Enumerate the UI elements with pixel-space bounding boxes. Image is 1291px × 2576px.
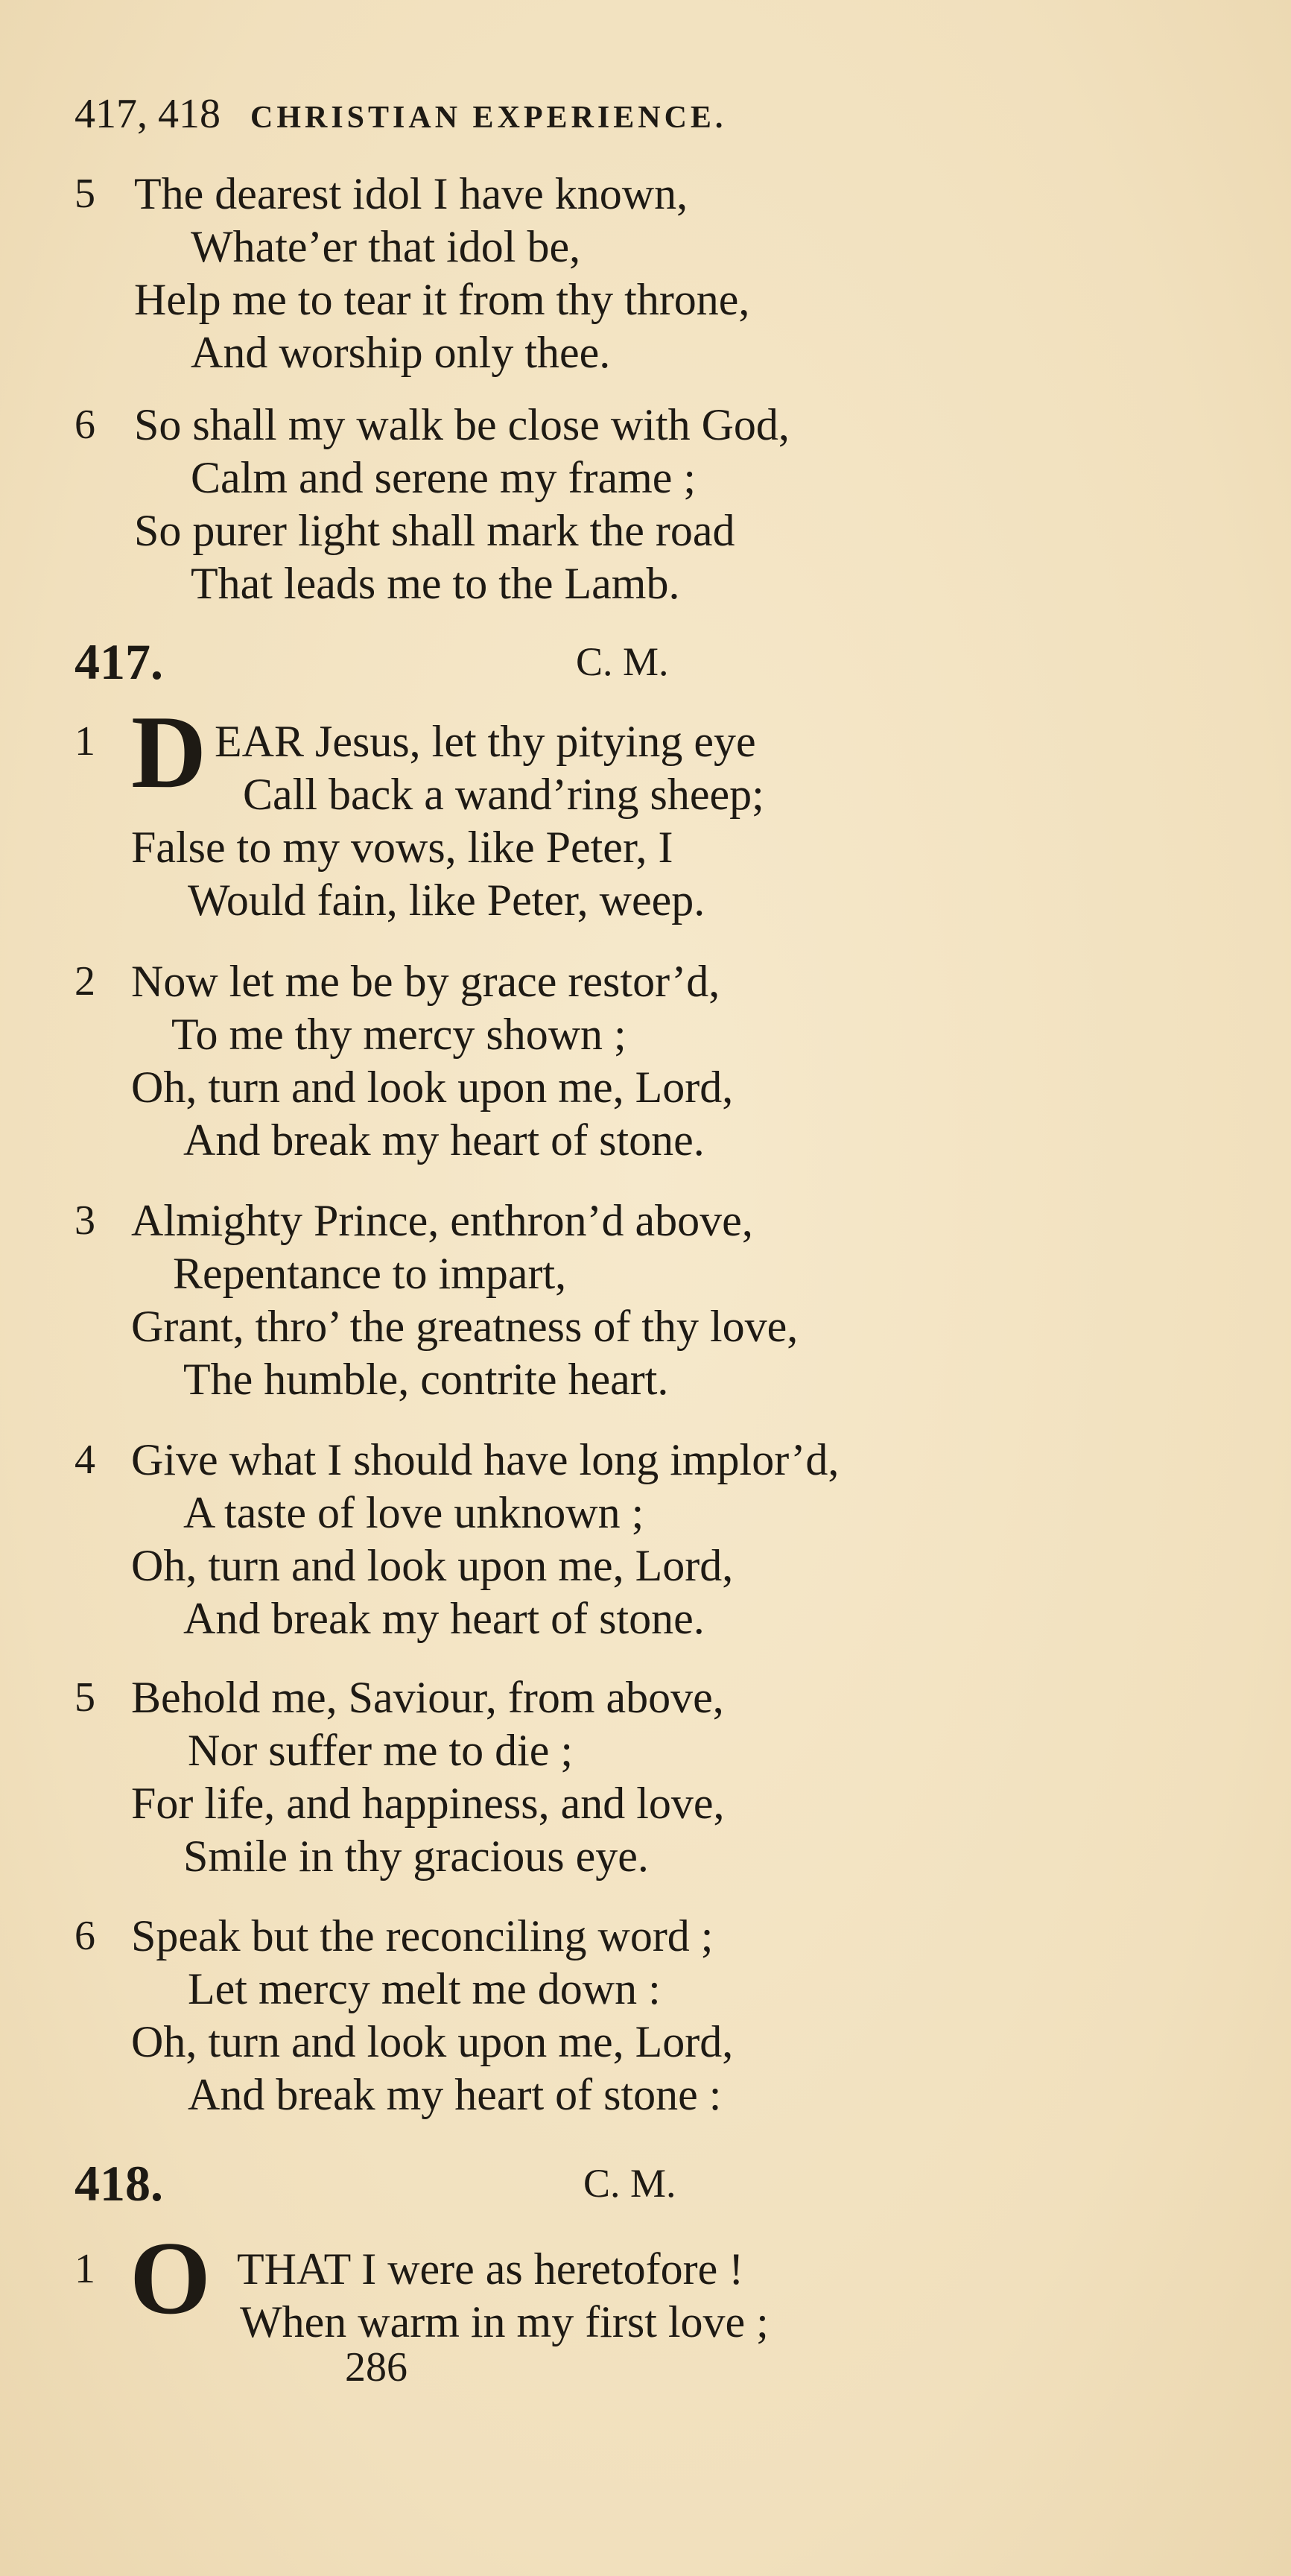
drop-cap: D [131,694,207,810]
verse-line: Almighty Prince, enthron’d above, [131,1196,753,1245]
stanza-number: 5 [74,1674,95,1721]
hymn-number: 418. [74,2155,163,2212]
verse-line: Smile in thy gracious eye. [183,1832,649,1881]
verse-line: Now let me be by grace restor’d, [131,957,720,1006]
verse-line: To me thy mercy shown ; [171,1010,627,1059]
verse-line: Help me to tear it from thy throne, [134,275,750,324]
verse-line: For life, and happiness, and love, [131,1779,725,1828]
verse-line: Nor suffer me to die ; [188,1726,574,1775]
stanza-number: 2 [74,958,95,1004]
stanza-number: 5 [74,171,95,217]
verse-line: Give what I should have long implor’d, [131,1435,840,1484]
verse-line: Calm and serene my frame ; [191,453,697,502]
verse-line: Behold me, Saviour, from above, [131,1673,724,1722]
verse-line: And worship only thee. [191,328,611,377]
verse-line: Speak but the reconciling word ; [131,1911,714,1961]
verse-line: So shall my walk be close with God, [134,400,790,449]
verse-line: That leads me to the Lamb. [191,559,680,608]
verse-line: Grant, thro’ the greatness of thy love, [131,1302,799,1351]
stanza-number: 6 [74,1913,95,1959]
verse-line: And break my heart of stone : [188,2070,722,2119]
stanza-number: 4 [74,1437,95,1483]
verse-line: And break my heart of stone. [183,1594,705,1643]
verse-line: The humble, contrite heart. [183,1355,669,1404]
hymn-meter: C. M. [576,639,669,684]
verse-line: THAT I were as heretofore ! [237,2244,744,2294]
running-head [74,88,726,144]
verse-line: EAR Jesus, let thy pitying eye [215,717,756,766]
stanza-number: 6 [74,402,95,448]
drop-cap: O [130,2221,211,2336]
verse-line: Oh, turn and look upon me, Lord, [131,2017,734,2066]
page-number: 286 [345,2344,407,2390]
running-head-title: CHRISTIAN EXPERIENCE. [250,101,727,135]
stanza-number: 1 [74,2246,95,2292]
running-head-pages: 417, 418 [74,91,221,137]
verse-line: Whate’er that idol be, [191,222,581,271]
verse-line: So purer light shall mark the road [134,506,735,555]
verse-line: A taste of love unknown ; [183,1488,644,1537]
verse-line: Call back a wand’ring sheep; [243,770,764,819]
verse-line: Repentance to impart, [173,1249,567,1298]
verse-line: When warm in my first love ; [240,2297,769,2346]
verse-line: False to my vows, like Peter, I [131,823,673,872]
stanza-number: 1 [74,718,95,765]
verse-line: Oh, turn and look upon me, Lord, [131,1063,734,1112]
hymn-meter: C. M. [583,2161,676,2206]
verse-line: Would fain, like Peter, weep. [188,876,705,925]
stanza-number: 3 [74,1197,95,1244]
verse-line: And break my heart of stone. [183,1115,705,1165]
verse-line: Oh, turn and look upon me, Lord, [131,1541,734,1590]
hymn-number: 417. [74,633,163,690]
verse-line: The dearest idol I have known, [134,169,688,218]
verse-line: Let mercy melt me down : [188,1964,661,2013]
